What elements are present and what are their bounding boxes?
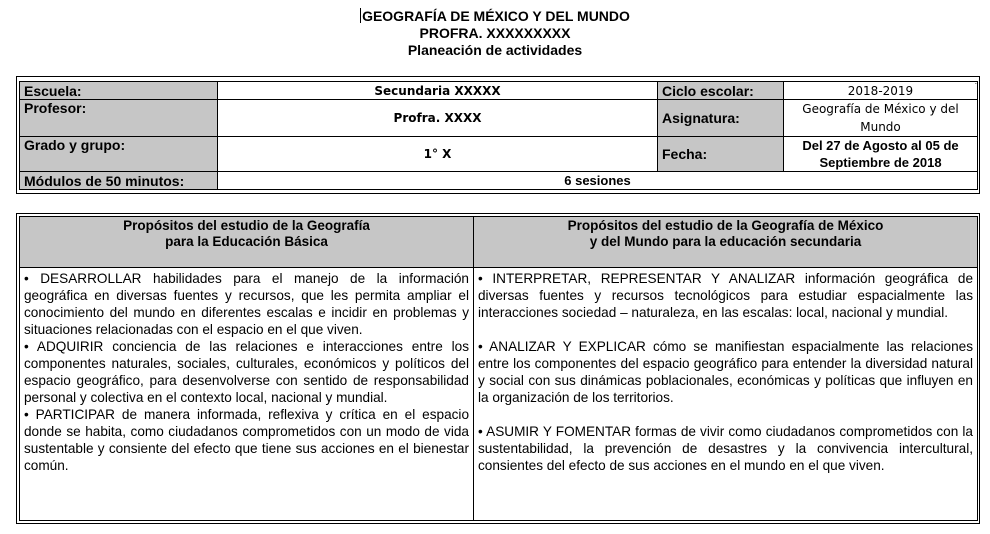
ciclo-label: Ciclo escolar: <box>658 82 784 100</box>
planning-subtitle: Planeación de actividades <box>407 42 583 58</box>
list-item: • ANALIZAR Y EXPLICAR cómo se manifiestan espacialmente las relaciones entre los componentes del espacio geográfico para entender la diversidad natural y social con sus dinámicas poblacionales, económicas y políticas que influyen en la organización de los territorios. <box>478 339 973 405</box>
fecha-value <box>784 137 978 172</box>
document-title <box>0 8 990 25</box>
asignatura-line: Geografía de México y del <box>802 102 959 116</box>
purposes-table <box>19 216 978 521</box>
right-purpose-heading <box>474 217 978 268</box>
list-item: • ASUMIR Y FOMENTAR formas de vivir como ciudadanos comprometidos con la sustentabilidad, la prevención de desastres y la convivencia intercultural, consientes del efecto de sus acciones en el mundo en el que viven. <box>478 424 973 473</box>
profesor-label: Profesor: <box>20 100 218 137</box>
list-item: • ADQUIRIR conciencia de las relaciones e interacciones entre los componentes naturales, sociales, culturales, económicos y políticos del espacio geográfico, para desenvolverse con sentido de responsabilidad personal y colectiva en el contexto local, nacional y mundial. <box>24 339 469 405</box>
escuela-label: Escuela: <box>20 82 218 100</box>
fecha-label: Fecha: <box>658 137 784 172</box>
grado-value: 1° X <box>218 137 658 172</box>
asignatura-label: Asignatura: <box>658 100 784 137</box>
right-purpose-list <box>474 268 978 521</box>
list-item: • DESARROLLAR habilidades para el manejo de la información geográfica en diversas fuentes y recursos, que les permita ampliar el conocimiento del mundo en diferentes escalas e incidir en problemas y situaciones relacionadas con el espacio en el que viven. <box>24 271 469 337</box>
info-table-frame <box>16 76 980 194</box>
purposes-table-frame <box>16 213 980 524</box>
text-cursor <box>360 8 361 23</box>
escuela-value: Secundaria XXXXX <box>218 82 658 100</box>
grado-label: Grado y grupo: <box>20 137 218 172</box>
list-item: • INTERPRETAR, REPRESENTAR Y ANALIZAR información geográfica de diversas fuentes y recursos tecnológicos para estudiar espacialmente las interacciones sociedad – naturaleza, en las escalas: local, nacional y mundial. <box>478 271 973 320</box>
profesor-value: Profra. XXXX <box>218 100 658 137</box>
list-item: • PARTICIPAR de manera informada, reflexiva y crítica en el espacio donde se habita, como ciudadanos comprometidos con un modo de vida sustentable y consiente del efecto que tiene sus acciones en el bienestar común. <box>24 407 469 473</box>
modulos-label: Módulos de 50 minutos: <box>20 172 218 190</box>
paragraph-spacer <box>478 406 973 423</box>
heading-line: y del Mundo para la educación secundaria <box>589 234 862 249</box>
heading-line: Propósitos del estudio de la Geografía de México <box>567 218 884 233</box>
info-table <box>19 81 978 190</box>
fecha-line: Del 27 de Agosto al 05 de <box>802 138 959 153</box>
ciclo-value: 2018-2019 <box>784 82 978 100</box>
modulos-value: 6 sesiones <box>218 172 978 190</box>
asignatura-value <box>784 100 978 137</box>
paragraph-spacer <box>478 321 973 338</box>
heading-line: Propósitos del estudio de la Geografía <box>123 218 370 233</box>
title-line: GEOGRAFÍA DE MÉXICO Y DEL MUNDO <box>362 8 630 24</box>
left-purpose-heading <box>20 217 474 268</box>
fecha-line: Septiembre de 2018 <box>819 155 942 170</box>
heading-line: para la Educación Básica <box>165 234 328 249</box>
document-header <box>0 8 990 59</box>
asignatura-line: Mundo <box>860 120 901 134</box>
left-purpose-list <box>20 268 474 521</box>
frame-mark: . <box>974 77 977 86</box>
teacher-line: PROFRA. XXXXXXXXX <box>419 25 571 41</box>
